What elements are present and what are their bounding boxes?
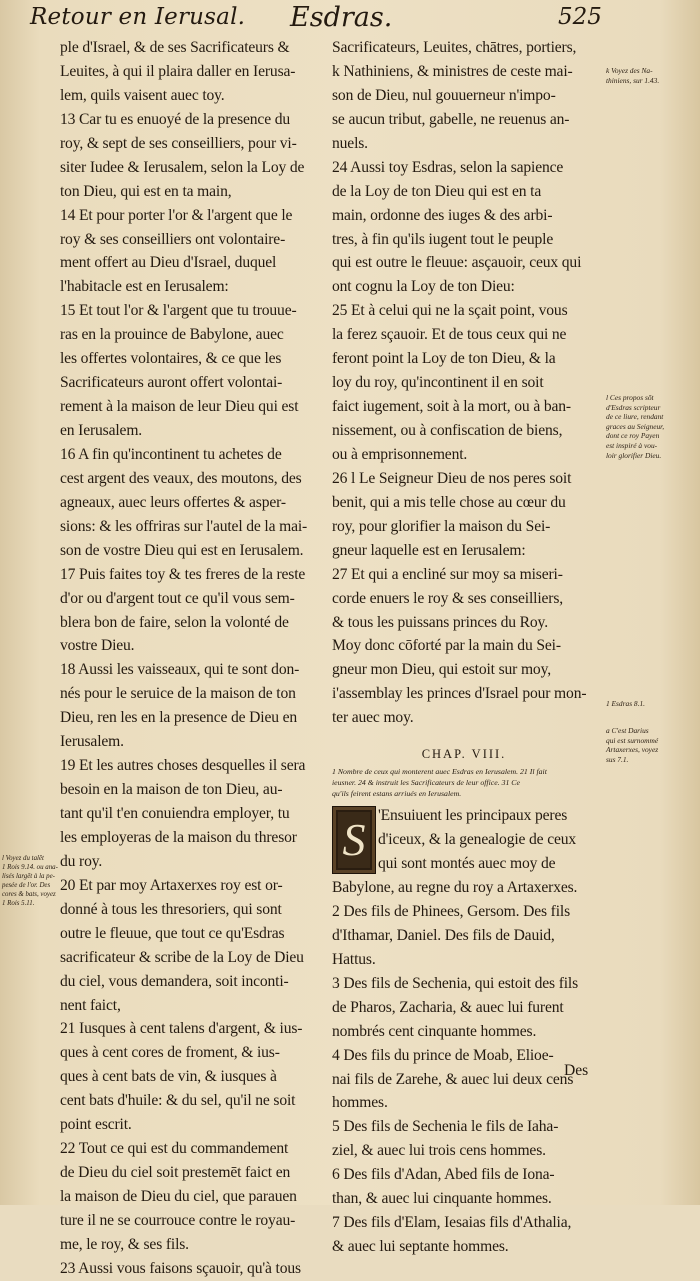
text-line: sacrificateur & scribe de la Loy de Dieu bbox=[60, 948, 304, 966]
text-line: 25 Et à celui qui ne la sçait point, vous bbox=[332, 302, 568, 320]
margin-note-line: de ce liure, rendant bbox=[606, 412, 664, 422]
text-line: 18 Aussi les vaisseaux, qui te sont don- bbox=[60, 661, 300, 679]
text-line: ras en la prouince de Babylone, auec bbox=[60, 326, 284, 344]
text-line: Leuites, à qui il plaira daller en Ierusa- bbox=[60, 62, 296, 80]
chapter-summary bbox=[332, 766, 596, 799]
text-line: qui sont montés auec moy de bbox=[378, 855, 556, 873]
text-line: rement à la maison de leur Dieu qui est bbox=[60, 398, 299, 416]
margin-note-line: 1 Rois 9.14. ou ana- bbox=[2, 864, 58, 871]
text-line: 14 Et pour porter l'or & l'argent que le bbox=[60, 206, 293, 224]
text-line: 17 Puis faites toy & tes freres de la reste bbox=[60, 565, 306, 583]
text-line: nent faict, bbox=[60, 996, 121, 1014]
margin-note-l bbox=[606, 393, 698, 460]
text-line: nombrés cent cinquante hommes. bbox=[332, 1022, 537, 1040]
margin-note-line: l Ces propos sōt bbox=[606, 393, 654, 402]
text-line: nuels. bbox=[332, 134, 368, 152]
text-line: & tous les puissans princes du Roy. bbox=[332, 613, 548, 631]
text-line: d'iceux, & la genealogie de ceux bbox=[378, 831, 577, 849]
text-line: benit, qui a mis telle chose au cœur du bbox=[332, 493, 566, 511]
text-line: ter auec moy. bbox=[332, 709, 414, 727]
margin-note-line: l Voyez du talēt bbox=[2, 855, 44, 862]
text-line: siter Iudee & Ierusalem, selon la Loy de bbox=[60, 158, 305, 176]
text-line: 24 Aussi toy Esdras, selon la sapience bbox=[332, 158, 564, 176]
text-line: de Dieu du ciel soit prestemēt faict en bbox=[60, 1164, 291, 1182]
text-line: tant qu'il t'en conuiendra employer, tu bbox=[60, 805, 290, 822]
dropcap-initial: S bbox=[332, 806, 376, 874]
margin-note-line: 1 Esdras 8.1. bbox=[606, 699, 646, 708]
margin-note-line: est inspiré à vou- bbox=[606, 440, 658, 450]
margin-note-cross-reference bbox=[606, 699, 698, 709]
text-line: ont cognu la Loy de ton Dieu: bbox=[332, 278, 515, 296]
text-line: Sacrificateurs, Leuites, chātres, portiers, bbox=[332, 39, 577, 56]
text-line: Hattus. bbox=[332, 950, 376, 968]
margin-note-left bbox=[2, 854, 60, 908]
text-line: 22 Tout ce qui est du commandement bbox=[60, 1140, 289, 1158]
margin-note-line: loir glorifier Dieu. bbox=[606, 450, 662, 460]
text-line: tres, à fin qu'ils iugent tout le peuple bbox=[332, 230, 554, 248]
running-head-title: Esdras. bbox=[290, 2, 393, 33]
left-text-column bbox=[60, 36, 318, 1281]
text-line: agneaux, auec leurs offertes & asper- bbox=[60, 493, 286, 511]
text-line: 20 Et par moy Artaxerxes roy est or- bbox=[60, 876, 283, 894]
running-head-left: Retour en Ierusal. bbox=[30, 4, 246, 30]
margin-note-line: thiniens, sur 1.43. bbox=[606, 75, 660, 85]
text-line: la maison de Dieu du ciel, que parauen bbox=[60, 1188, 297, 1205]
text-line: outre le fleuue, que tout ce qu'Esdras bbox=[60, 924, 285, 942]
text-line: roy & ses conseilliers ont volontaire- bbox=[60, 230, 286, 248]
text-line: ques à cent cores de froment, & ius- bbox=[60, 1044, 280, 1062]
text-line: se aucun tribut, gabelle, ne reuenus an- bbox=[332, 110, 570, 128]
text-line: ziel, & auec lui trois cens hommes. bbox=[332, 1142, 546, 1160]
text-line: 23 Aussi vous faisons sçauoir, qu'à tous bbox=[60, 1259, 301, 1277]
text-line: ques à cent bats de vin, & iusques à bbox=[60, 1068, 277, 1086]
text-line: ture il ne se courrouce contre le royau- bbox=[60, 1211, 296, 1229]
text-line: ple d'Israel, & de ses Sacrificateurs & bbox=[60, 39, 290, 56]
text-line: 19 Et les autres choses desquelles il sera bbox=[60, 757, 306, 775]
text-line: nissement, ou à confiscation de biens, bbox=[332, 422, 563, 439]
text-line: feront point la Loy de ton Dieu, & la bbox=[332, 350, 556, 368]
text-line: Dieu, ren les en la presence de Dieu en bbox=[60, 709, 298, 727]
text-line: gneur mon Dieu, qui estoit sur moy, bbox=[332, 661, 551, 679]
text-line: nés pour le seruice de la maison de ton bbox=[60, 685, 296, 703]
text-line: ton Dieu, qui est en ta main, bbox=[60, 182, 232, 200]
text-line: cest argent des veaux, des moutons, des bbox=[60, 469, 302, 487]
text-line: l'habitacle est en Ierusalem: bbox=[60, 278, 229, 296]
text-line: qui est outre le fleuue: asçauoir, ceux qui bbox=[332, 254, 582, 272]
margin-note-line: dont ce roy Payen bbox=[606, 431, 660, 441]
text-line: 'Ensuiuent les principaux peres bbox=[378, 807, 568, 825]
right-text-column bbox=[332, 36, 596, 1259]
text-line: roy, & sept de ses conseilliers, pour vi- bbox=[60, 134, 297, 152]
text-line: 26 l Le Seigneur Dieu de nos peres soit bbox=[332, 469, 572, 487]
margin-note-line: cores & bats, voyez bbox=[2, 891, 56, 898]
text-line: roy, pour glorifier la maison du Sei- bbox=[332, 517, 551, 535]
margin-note-line: d'Esdras scripteur bbox=[606, 402, 661, 412]
text-line: son de vostre Dieu qui est en Ierusalem. bbox=[60, 541, 304, 559]
text-line: 4 Des fils du prince de Moab, Elioe- bbox=[332, 1046, 554, 1064]
margin-note-line: qui est surnommé bbox=[606, 735, 659, 745]
text-line: lem, quils vaisent auec toy. bbox=[60, 86, 225, 104]
text-line: ment offert au Dieu d'Israel, duquel bbox=[60, 254, 277, 272]
margin-note-line: Artaxerxes, voyez bbox=[606, 745, 659, 755]
text-line: corde enuers le roy & ses conseilliers, bbox=[332, 589, 564, 607]
text-line: du roy. bbox=[60, 852, 103, 870]
summary-line: qu'ils feirent estans arriués en Ierusalem. bbox=[332, 789, 462, 799]
text-line: blera bon de faire, selon la volonté de bbox=[60, 613, 289, 631]
text-line: d'Ithamar, Daniel. Des fils de Dauid, bbox=[332, 926, 555, 944]
margin-note-line: pesée de l'or. Des bbox=[2, 882, 51, 889]
text-line: ou à emprisonnement. bbox=[332, 445, 468, 463]
text-line: sions: & les offriras sur l'autel de la mai- bbox=[60, 517, 308, 535]
margin-note-line: graces au Seigneur, bbox=[606, 421, 665, 431]
text-line: la ferez sçauoir. Et de tous ceux qui ne bbox=[332, 326, 567, 344]
text-line: 27 Et qui a encliné sur moy sa miseri- bbox=[332, 565, 563, 583]
margin-note-line: 1 Rois 5.11. bbox=[2, 900, 35, 907]
text-line: & auec lui septante hommes. bbox=[332, 1238, 509, 1256]
text-line: vostre Dieu. bbox=[60, 637, 135, 655]
summary-line: ieusner. 24 & instruit les Sacrificateurs de leur office. 31 Ce bbox=[332, 778, 520, 788]
text-line: les employeras de la maison du thresor bbox=[60, 828, 297, 846]
text-line: besoin en la maison de ton Dieu, au- bbox=[60, 781, 283, 799]
catchword: Des bbox=[564, 1062, 589, 1079]
text-line: i'assemblay les princes d'Israel pour mon- bbox=[332, 685, 587, 703]
text-line: de Pharos, Zacharia, & auec lui furent bbox=[332, 998, 564, 1016]
text-line: nai fils de Zarehe, & auec lui deux cens bbox=[332, 1070, 574, 1088]
folio-number: 525 bbox=[558, 4, 602, 30]
text-line: Moy donc cōforté par la main du Sei- bbox=[332, 637, 561, 655]
margin-note-k bbox=[606, 66, 698, 85]
chapter-title: CHAP. VIII. bbox=[421, 747, 507, 762]
text-line: Sacrificateurs auront offert volontai- bbox=[60, 374, 283, 392]
right-column-verses bbox=[332, 36, 596, 730]
text-line: 3 Des fils de Sechenia, qui estoit des fils bbox=[332, 974, 579, 992]
dropcap-paragraph bbox=[332, 804, 596, 876]
margin-note-line: sus 7.1. bbox=[606, 754, 629, 764]
text-line: 7 Des fils d'Elam, Iesaias fils d'Athalia, bbox=[332, 1214, 572, 1232]
text-line: 21 Iusques à cent talens d'argent, & ius- bbox=[60, 1020, 303, 1038]
text-line: 2 Des fils de Phinees, Gersom. Des fils bbox=[332, 902, 570, 920]
text-line: 6 Des fils d'Adan, Abed fils de Iona- bbox=[332, 1166, 555, 1184]
text-line: loy du roy, qu'incontinent il en soit bbox=[332, 374, 544, 392]
text-line: 16 A fin qu'incontinent tu achetes de bbox=[60, 445, 282, 463]
text-line: son de Dieu, nul gouuerneur n'impo- bbox=[332, 86, 556, 104]
text-line: hommes. bbox=[332, 1094, 388, 1112]
text-line: donné à tous les thresoriers, qui sont bbox=[60, 900, 282, 918]
summary-line: 1 Nombre de ceux qui monterent auec Esdras en Ierusalem. 21 Il fait bbox=[332, 767, 547, 777]
margin-note-line: k Voyez des Na- bbox=[606, 66, 653, 75]
text-line: cent bats d'huile: & du sel, qu'il ne soit bbox=[60, 1092, 296, 1110]
text-line: en Ierusalem. bbox=[60, 422, 143, 439]
text-line: faict iugement, soit à la mort, ou à ban- bbox=[332, 398, 571, 416]
text-line: me, le roy, & ses fils. bbox=[60, 1235, 189, 1253]
text-line: than, & auec lui cinquante hommes. bbox=[332, 1190, 552, 1208]
text-line: de la Loy de ton Dieu qui est en ta bbox=[332, 182, 542, 200]
text-line: 15 Et tout l'or & l'argent que tu trouue- bbox=[60, 302, 297, 320]
text-line: k Nathiniens, & ministres de ceste mai- bbox=[332, 62, 573, 80]
text-line: Ierusalem. bbox=[60, 733, 124, 751]
text-line: main, ordonne des iuges & des arbi- bbox=[332, 206, 553, 224]
text-line: d'or ou d'argent tout ce qu'il vous sem- bbox=[60, 589, 295, 607]
chapter-8-verses bbox=[332, 876, 596, 1259]
text-line: du ciel, vous demandera, soit inconti- bbox=[60, 972, 289, 990]
text-line: 13 Car tu es enuoyé de la presence du bbox=[60, 110, 291, 128]
text-line: Babylone, au regne du roy a Artaxerxes. bbox=[332, 879, 578, 896]
text-line: 5 Des fils de Sechenia le fils de Iaha- bbox=[332, 1118, 559, 1136]
text-line: les offertes volontaires, & ce que les bbox=[60, 350, 282, 368]
margin-note-line: a C'est Darius bbox=[606, 726, 649, 735]
margin-note-a bbox=[606, 726, 698, 764]
margin-note-line: lisés largēt à la pe- bbox=[2, 873, 55, 880]
text-line: point escrit. bbox=[60, 1116, 132, 1134]
text-line: gneur laquelle est en Ierusalem: bbox=[332, 541, 526, 559]
